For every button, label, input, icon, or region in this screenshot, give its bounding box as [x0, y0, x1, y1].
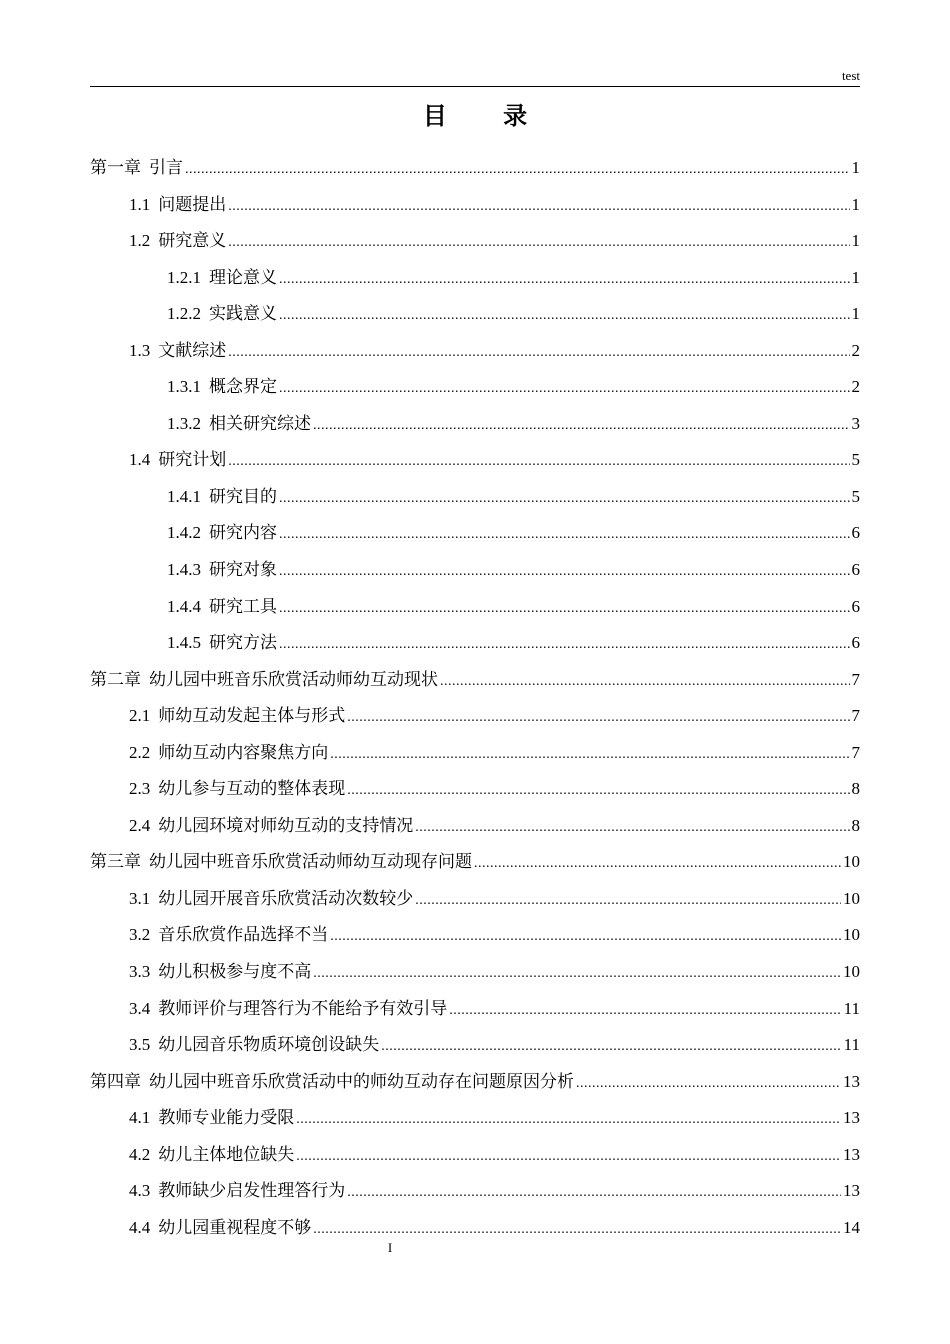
- dot-leader: [296, 1102, 841, 1139]
- dot-leader: [279, 591, 850, 628]
- toc-entry-number: 1.4.4: [167, 596, 201, 616]
- dot-leader: [228, 189, 849, 226]
- dot-leader: [279, 554, 850, 591]
- toc-entry-number: 1.4.2: [167, 523, 201, 543]
- toc-entry-page: 8: [851, 779, 860, 799]
- toc-entry-number: 3.3: [129, 962, 151, 982]
- toc-entry-page: 7: [851, 742, 860, 762]
- toc-entry-title: 概念界定: [209, 377, 277, 398]
- toc-entry-page: 1: [851, 231, 860, 251]
- dot-leader: [449, 993, 841, 1030]
- toc-entry-page: 5: [851, 486, 860, 506]
- toc-entry-number: 2.2: [129, 742, 151, 762]
- table-of-contents: [90, 150, 860, 1246]
- dot-leader: [296, 1139, 841, 1176]
- dot-leader: [313, 408, 850, 445]
- dot-leader: [330, 737, 849, 774]
- toc-entry-title: 幼儿园中班音乐欣赏活动师幼互动现状: [149, 669, 438, 690]
- toc-entry-number: 3.4: [129, 998, 151, 1018]
- toc-entry-number: 1.2: [129, 231, 151, 251]
- toc-entry[interactable]: [90, 187, 860, 224]
- dot-leader: [415, 810, 849, 847]
- toc-entry-number: 1.4.5: [167, 633, 201, 653]
- toc-entry-page: 7: [851, 706, 860, 726]
- toc-entry-page: 6: [851, 633, 860, 653]
- toc-entry-page: 1: [851, 158, 860, 177]
- toc-entry-title: 幼儿园重视程度不够: [158, 1217, 312, 1238]
- toc-entry[interactable]: [90, 1100, 860, 1137]
- toc-entry-number: 2.1: [129, 706, 151, 726]
- toc-entry[interactable]: [90, 662, 860, 699]
- toc-entry[interactable]: [90, 223, 860, 260]
- toc-entry[interactable]: [90, 1137, 860, 1174]
- toc-entry[interactable]: [90, 1173, 860, 1210]
- toc-entry[interactable]: [90, 991, 860, 1028]
- toc-entry-number: 1.4: [129, 450, 151, 470]
- toc-entry-number: 1.4.3: [167, 560, 201, 580]
- dot-leader: [279, 371, 850, 408]
- toc-entry-page: 11: [843, 998, 860, 1018]
- toc-entry-page: 10: [843, 852, 860, 872]
- toc-entry[interactable]: [90, 515, 860, 552]
- toc-entry[interactable]: [90, 296, 860, 333]
- toc-entry-title: 研究对象: [209, 560, 277, 581]
- toc-entry-page: 6: [851, 596, 860, 616]
- toc-entry[interactable]: [90, 150, 860, 187]
- toc-entry[interactable]: [90, 552, 860, 589]
- toc-entry[interactable]: [90, 771, 860, 808]
- toc-entry-number: 1.2.2: [167, 304, 201, 324]
- toc-entry-number: 2.3: [129, 779, 151, 799]
- toc-entry[interactable]: [90, 917, 860, 954]
- toc-entry[interactable]: [90, 479, 860, 516]
- toc-entry-page: 6: [851, 523, 860, 543]
- toc-entry-number: 1.3: [129, 340, 151, 360]
- dot-leader: [381, 1029, 841, 1066]
- toc-entry-title: 研究目的: [209, 486, 277, 507]
- toc-entry[interactable]: [90, 808, 860, 845]
- toc-entry-page: 2: [851, 377, 860, 397]
- dot-leader: [185, 152, 850, 189]
- toc-entry[interactable]: [90, 333, 860, 370]
- toc-entry-page: 10: [843, 962, 860, 982]
- toc-entry-page: 5: [851, 450, 860, 470]
- page-number-footer: I: [387, 1240, 393, 1255]
- toc-entry-title: 幼儿园开展音乐欣赏活动次数较少: [158, 888, 414, 909]
- dot-leader: [279, 481, 850, 518]
- toc-entry-title: 师幼互动内容聚焦方向: [158, 742, 329, 763]
- toc-entry-title: 幼儿积极参与度不高: [158, 962, 312, 983]
- toc-entry-number: 1.3.2: [167, 413, 201, 433]
- toc-entry-page: 11: [843, 1035, 860, 1055]
- toc-entry[interactable]: [90, 881, 860, 918]
- toc-entry-page: 14: [843, 1217, 860, 1237]
- toc-entry-page: 13: [843, 1181, 860, 1201]
- toc-entry-page: 1: [851, 194, 860, 214]
- toc-entry-page: 13: [843, 1144, 860, 1164]
- toc-entry-number: 第一章: [90, 158, 141, 178]
- toc-entry-page: 1: [851, 304, 860, 324]
- toc-entry[interactable]: [90, 954, 860, 991]
- toc-entry[interactable]: [90, 735, 860, 772]
- toc-entry-number: 2.4: [129, 815, 151, 835]
- toc-entry[interactable]: [90, 369, 860, 406]
- toc-entry-number: 4.2: [129, 1144, 151, 1164]
- dot-leader: [415, 883, 841, 920]
- toc-entry-title: 幼儿园音乐物质环境创设缺失: [158, 1035, 380, 1056]
- toc-entry-page: 6: [851, 560, 860, 580]
- toc-entry-page: 10: [843, 888, 860, 908]
- toc-entry-title: 文献综述: [158, 340, 227, 361]
- toc-entry[interactable]: [90, 1027, 860, 1064]
- toc-entry-title: 教师评价与理答行为不能给予有效引导: [158, 998, 448, 1019]
- toc-entry-title: 研究工具: [209, 596, 277, 617]
- toc-entry[interactable]: [90, 442, 860, 479]
- toc-entry[interactable]: [90, 1064, 860, 1101]
- toc-entry-number: 4.4: [129, 1217, 151, 1237]
- toc-entry-title: 问题提出: [158, 194, 227, 215]
- toc-entry-title: 相关研究综述: [209, 413, 311, 434]
- toc-entry-number: 1.3.1: [167, 377, 201, 397]
- toc-entry[interactable]: [90, 589, 860, 626]
- toc-entry-title: 研究计划: [158, 450, 227, 471]
- toc-entry-number: 第三章: [90, 852, 141, 873]
- dot-leader: [576, 1066, 841, 1103]
- toc-entry-page: 7: [851, 669, 860, 689]
- toc-entry-page: 10: [843, 925, 860, 945]
- toc-entry-title: 音乐欣赏作品选择不当: [158, 925, 329, 946]
- toc-entry-title: 研究意义: [158, 231, 227, 252]
- toc-entry-title: 教师专业能力受限: [158, 1108, 295, 1129]
- toc-entry-page: 3: [851, 413, 860, 433]
- dot-leader: [279, 517, 850, 554]
- dot-leader: [347, 1175, 841, 1212]
- toc-entry-number: 1.2.1: [167, 267, 201, 287]
- toc-entry-title: 幼儿园环境对师幼互动的支持情况: [158, 815, 414, 836]
- dot-leader: [313, 956, 841, 993]
- page-header: [90, 68, 860, 87]
- toc-entry-title: 教师缺少启发性理答行为: [158, 1181, 346, 1202]
- toc-entry-title: 研究方法: [209, 633, 277, 654]
- toc-entry[interactable]: [90, 406, 860, 443]
- toc-entry-number: 3.2: [129, 925, 151, 945]
- toc-entry-page: 1: [851, 267, 860, 287]
- toc-title: 目 录: [422, 102, 552, 130]
- toc-entry-page: 8: [851, 815, 860, 835]
- toc-entry-number: 4.3: [129, 1181, 151, 1201]
- dot-leader: [228, 335, 849, 372]
- toc-entry-number: 1.4.1: [167, 486, 201, 506]
- dot-leader: [474, 846, 841, 883]
- dot-leader: [347, 773, 849, 810]
- dot-leader: [279, 298, 850, 335]
- toc-entry-number: 4.1: [129, 1108, 151, 1128]
- dot-leader: [440, 664, 850, 701]
- toc-entry-number: 第二章: [90, 669, 141, 690]
- toc-entry-title: 研究内容: [209, 523, 277, 544]
- toc-entry-page: 13: [843, 1071, 860, 1091]
- dot-leader: [279, 627, 850, 664]
- toc-entry[interactable]: [90, 625, 860, 662]
- toc-entry-title: 幼儿参与互动的整体表现: [158, 779, 346, 800]
- toc-entry-title: 引言: [149, 158, 183, 178]
- toc-entry-number: 3.5: [129, 1035, 151, 1055]
- toc-entry-title: 幼儿主体地位缺失: [158, 1144, 295, 1165]
- toc-entry-number: 3.1: [129, 888, 151, 908]
- toc-entry-number: 第四章: [90, 1071, 141, 1092]
- toc-entry-title: 师幼互动发起主体与形式: [158, 706, 346, 727]
- toc-entry-page: 2: [851, 340, 860, 360]
- toc-entry[interactable]: [90, 698, 860, 735]
- dot-leader: [228, 444, 849, 481]
- toc-entry-number: 1.1: [129, 194, 151, 214]
- toc-entry-title: 幼儿园中班音乐欣赏活动中的师幼互动存在问题原因分析: [149, 1071, 574, 1092]
- dot-leader: [279, 262, 850, 299]
- toc-entry-title: 实践意义: [209, 304, 277, 325]
- toc-entry-title: 幼儿园中班音乐欣赏活动师幼互动现存问题: [149, 852, 472, 873]
- toc-entry-page: 13: [843, 1108, 860, 1128]
- dot-leader: [330, 919, 841, 956]
- toc-entry[interactable]: [90, 844, 860, 881]
- toc-entry-title: 理论意义: [209, 267, 277, 288]
- dot-leader: [228, 225, 849, 262]
- header-text: test: [841, 68, 860, 83]
- toc-entry[interactable]: [90, 260, 860, 297]
- dot-leader: [347, 700, 849, 737]
